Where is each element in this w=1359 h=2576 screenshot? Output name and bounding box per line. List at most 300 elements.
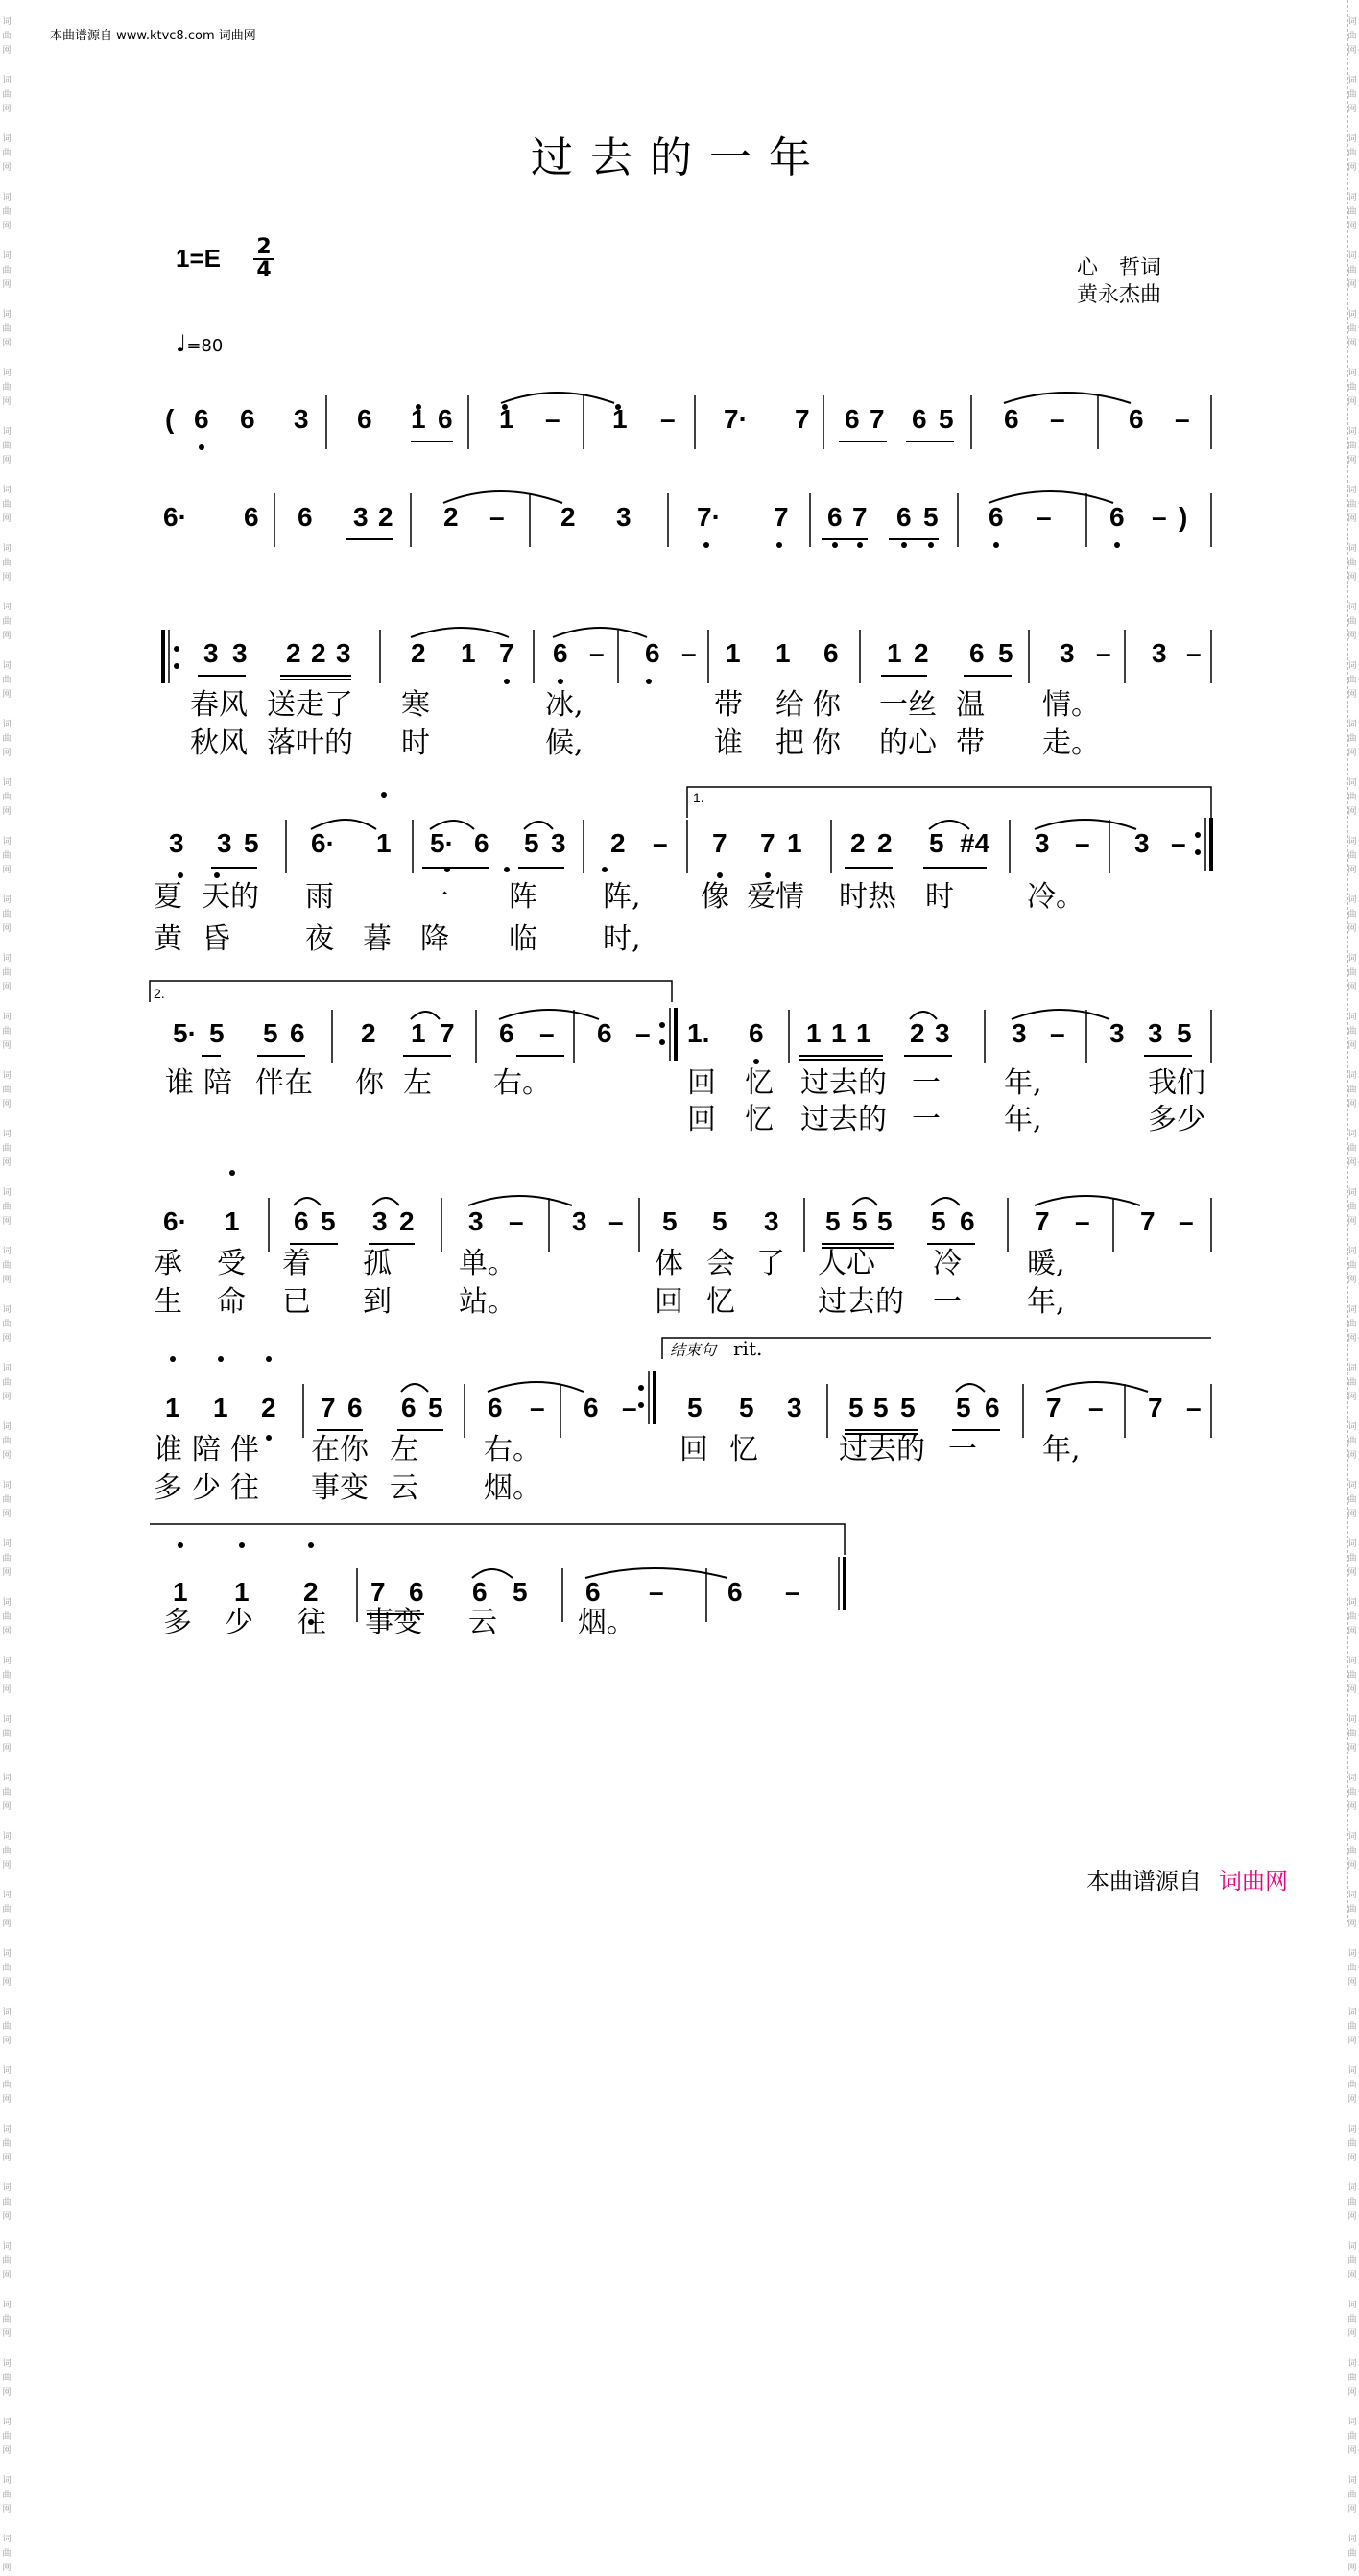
note: 7 (1035, 1206, 1050, 1236)
edge-watermark-text: 词 曲 网 (1347, 1598, 1357, 1636)
lyric-syllable: 昏 (202, 922, 230, 956)
note: 3 (572, 1206, 587, 1236)
lyric-syllable: 带 (956, 727, 985, 760)
note: 6 (347, 1393, 363, 1422)
note: 3 (616, 502, 632, 532)
note: 6 (584, 1393, 599, 1422)
note: 6 (645, 638, 660, 668)
volta-2-label: 2. (154, 986, 165, 1001)
note: 6 (727, 1577, 743, 1607)
note: 7 (370, 1577, 386, 1607)
note: – (1075, 1206, 1090, 1236)
lyric-syllable: 春风 (190, 688, 248, 722)
note: 1 (461, 638, 476, 668)
note: 3 (1109, 1018, 1125, 1048)
note: 6 (749, 1018, 764, 1048)
note: 2 (399, 1206, 415, 1236)
lyric-syllable: 时热 (839, 880, 896, 914)
note: – (1175, 404, 1190, 434)
lyric-syllable: 天的 (202, 880, 259, 914)
edge-watermark-text: 词 曲 网 (2, 134, 12, 173)
note: – (1037, 502, 1052, 532)
edge-watermark-text: 词 曲 网 (1347, 2242, 1357, 2280)
note: 3 (169, 828, 184, 858)
note: 1 (726, 638, 741, 668)
note: – (608, 1206, 624, 1236)
note: – (509, 1206, 524, 1236)
lyric-syllable: 送走了 (267, 688, 353, 722)
edge-watermark-text: 词 曲 网 (2, 2242, 12, 2280)
lyric-syllable: 走。 (1042, 727, 1100, 760)
lyric-syllable: 事变 (311, 1471, 369, 1505)
lyric-syllable: 暮 (363, 922, 392, 956)
lyric-syllable: 我们 (1148, 1066, 1205, 1100)
edge-watermark-text: 词 曲 网 (2, 1364, 12, 1402)
edge-watermark-text: 词 曲 网 (1347, 251, 1357, 290)
note: 1 (831, 1018, 846, 1048)
note: 5 (923, 502, 939, 532)
lyric-syllable: 回 (655, 1285, 683, 1319)
note: – (589, 638, 605, 668)
lyric-syllable: 年, (1042, 1433, 1081, 1467)
note: 1 (887, 638, 902, 668)
note: 5 (209, 1018, 225, 1048)
edge-watermark-text: 词 曲 网 (1347, 954, 1357, 992)
edge-watermark-text: 词 曲 网 (1347, 837, 1357, 875)
edge-watermark-text: 词 曲 网 (1347, 369, 1357, 407)
lyric-syllable: 一 (933, 1285, 962, 1319)
lyric-syllable: 事变 (365, 1606, 422, 1639)
lyric-syllable: 过去的 (839, 1433, 925, 1467)
note: 3 (787, 1393, 802, 1422)
lyric-syllable: 着 (282, 1247, 311, 1280)
lyric-syllable: 暖, (1027, 1247, 1065, 1280)
note: 2 (286, 638, 301, 668)
note: 7 (760, 828, 775, 858)
edge-watermark-text: 词 曲 网 (1347, 134, 1357, 173)
lyric-syllable: 冷 (933, 1247, 962, 1280)
note: – (1075, 828, 1090, 858)
note: 1 (499, 404, 514, 434)
note: 7· (724, 404, 748, 434)
note: 5 (873, 1393, 889, 1422)
edge-watermark-text: 词 曲 网 (1347, 2476, 1357, 2515)
lyric-syllable: 时, (603, 922, 641, 956)
note: 6 (553, 638, 568, 668)
lyric-syllable: 像 (701, 880, 729, 914)
lyric-syllable: 一丝 (879, 688, 937, 722)
note: 6· (311, 828, 335, 858)
edge-watermark-text: 词 曲 网 (1347, 1832, 1357, 1871)
note: 5 (998, 638, 1013, 668)
edge-watermark-text: 词 曲 网 (1347, 1949, 1357, 1988)
lyric-syllable: 夏 (154, 880, 182, 914)
note: 2 (261, 1393, 276, 1422)
edge-watermark-text: 词 曲 网 (1347, 603, 1357, 641)
edge-watermark-text: 词 曲 网 (2, 1832, 12, 1871)
edge-watermark-text: 词 曲 网 (2, 2125, 12, 2163)
note: 1 (376, 828, 392, 858)
edge-watermark-text: 词 曲 网 (2, 2535, 12, 2573)
note: 3 (1148, 1018, 1163, 1048)
edge-watermark-text: 词 曲 网 (1347, 544, 1357, 583)
note: 6 (597, 1018, 612, 1048)
edge-watermark-text: 词 曲 网 (1347, 76, 1357, 114)
note: 3 (232, 638, 248, 668)
note: 3 (372, 1206, 388, 1236)
edge-watermark-text: 词 曲 网 (1347, 720, 1357, 758)
lyric-syllable: 一 (948, 1433, 977, 1467)
lyric-syllable: 年, (1004, 1103, 1042, 1136)
note: 2 (361, 1018, 376, 1048)
lyric-syllable: 忆 (706, 1285, 735, 1319)
edge-watermark-text: 词 曲 网 (1347, 778, 1357, 817)
note: 6 (989, 502, 1004, 532)
note: 5 (956, 1393, 971, 1422)
note: 6· (163, 1206, 187, 1236)
note: 6 (912, 404, 927, 434)
note: 5 (513, 1577, 528, 1607)
lyric-syllable: 情。 (1042, 688, 1100, 722)
note: ( (165, 404, 175, 434)
lyric-syllable: 一 (912, 1066, 941, 1100)
edge-watermark-text: 词 曲 网 (1347, 1247, 1357, 1285)
lyric-syllable: 黄 (154, 922, 182, 956)
lyric-syllable: 已 (282, 1285, 311, 1319)
edge-watermark-text: 词 曲 网 (1347, 193, 1357, 231)
lyric-syllable: 忆 (745, 1066, 774, 1100)
note: 5· (173, 1018, 197, 1048)
note: – (530, 1393, 545, 1422)
note: 7 (440, 1018, 455, 1048)
lyric-syllable: 承 (154, 1247, 182, 1280)
note: – (1186, 638, 1202, 668)
edge-watermark-text: 词 曲 网 (2, 2476, 12, 2515)
edge-watermark-text: 词 曲 网 (1347, 1657, 1357, 1695)
edge-watermark-text: 词 曲 网 (2, 1013, 12, 1051)
edge-watermark-text: 词 曲 网 (2, 1539, 12, 1578)
note: 6 (401, 1393, 417, 1422)
note: 6 (985, 1393, 1000, 1422)
edge-watermark-text: 词 曲 网 (1347, 1364, 1357, 1402)
edge-watermark-text: 词 曲 网 (1347, 661, 1357, 700)
lyric-syllable: 降 (420, 922, 449, 956)
key-signature: 1=E (176, 244, 221, 273)
note: 2 (303, 1577, 319, 1607)
quarter-note-icon: ♩ (176, 330, 187, 357)
note: 3 (1060, 638, 1075, 668)
note: 2 (378, 502, 393, 532)
edge-watermark-text: 词 曲 网 (1347, 1013, 1357, 1051)
lyric-syllable: 多 (163, 1606, 192, 1639)
lyric-syllable: 单。 (459, 1247, 516, 1280)
note: 1 (775, 638, 791, 668)
lyric-syllable: 忆 (745, 1103, 774, 1136)
note: – (489, 502, 505, 532)
edge-watermark-text: 词 曲 网 (2, 1130, 12, 1168)
lyric-syllable: 云 (390, 1471, 418, 1505)
note: 1 (173, 1577, 188, 1607)
lyric-syllable: 时 (925, 880, 954, 914)
note: 6 (960, 1206, 975, 1236)
song-title: 过去的一年 (531, 133, 828, 182)
edge-watermark-text: 词 曲 网 (2, 2301, 12, 2339)
note: 5 (1177, 1018, 1192, 1048)
note: – (660, 404, 676, 434)
note: 5· (430, 828, 454, 858)
lyric-syllable: 一 (912, 1103, 941, 1136)
lyric-syllable: 往 (230, 1471, 259, 1505)
lyric-syllable: 人心 (818, 1247, 875, 1280)
edge-watermark-text: 词 曲 网 (2, 837, 12, 875)
note: 7 (499, 638, 514, 668)
edge-watermark-text: 词 曲 网 (2, 1305, 12, 1344)
note: 2 (877, 828, 893, 858)
note: 7· (697, 502, 721, 532)
edge-watermark-text: 词 曲 网 (2, 661, 12, 700)
note: 6 (499, 1018, 514, 1048)
lyric-syllable: 生 (154, 1285, 182, 1319)
lyric-syllable: 的心 (879, 727, 937, 760)
lyric-syllable: 体 (655, 1247, 683, 1280)
edge-watermark-text: 词 曲 网 (2, 895, 12, 934)
note: ) (1179, 502, 1188, 532)
note: 1. (687, 1018, 710, 1048)
edge-watermark-text: 词 曲 网 (2, 369, 12, 407)
note: 6 (409, 1577, 424, 1607)
edge-watermark-text: 词 曲 网 (2, 1657, 12, 1695)
lyric-syllable: 候, (545, 727, 584, 760)
edge-watermark-text: 词 曲 网 (1347, 2535, 1357, 2573)
note: 6 (290, 1018, 305, 1048)
note: 5 (900, 1393, 916, 1422)
note: 1 (165, 1393, 180, 1422)
note: – (622, 1393, 637, 1422)
edge-watermark-text: 词 曲 网 (1347, 2125, 1357, 2163)
note: 5 (428, 1393, 443, 1422)
note: 1 (234, 1577, 250, 1607)
note: 7 (1140, 1206, 1156, 1236)
edge-watermark-text: 词 曲 网 (2, 2066, 12, 2105)
lyric-syllable: 命 (217, 1285, 246, 1319)
edge-watermark-text: 词 曲 网 (2, 310, 12, 348)
lyric-syllable: 谁 (714, 727, 743, 760)
note: 5 (931, 1206, 946, 1236)
source-header: 本曲谱源自 www.ktvc8.com 词曲网 (50, 29, 256, 43)
note: – (653, 828, 668, 858)
edge-watermark-text: 词 曲 网 (2, 17, 12, 56)
note: 6 (357, 404, 372, 434)
edge-watermark-text: 词 曲 网 (1347, 1715, 1357, 1753)
lyric-syllable: 一 (420, 880, 449, 914)
note: 3 (764, 1206, 779, 1236)
edge-watermark-text: 词 曲 网 (2, 1949, 12, 1988)
edge-watermark-text: 词 曲 网 (1347, 2008, 1357, 2046)
note: 1 (856, 1018, 871, 1048)
note: 1 (213, 1393, 228, 1422)
lyric-syllable: 你 (812, 688, 841, 722)
edge-watermark-text: 词 曲 网 (1347, 427, 1357, 465)
edge-watermark-text: 词 曲 网 (2, 720, 12, 758)
note: 1 (411, 1018, 426, 1048)
note: 5 (244, 828, 259, 858)
note: – (539, 1018, 555, 1048)
note: 2 (443, 502, 459, 532)
note: 3 (1012, 1018, 1027, 1048)
note: 6 (240, 404, 255, 434)
lyric-syllable: 回 (687, 1103, 716, 1136)
lyric-syllable: 左 (403, 1066, 432, 1100)
note: 7 (852, 502, 868, 532)
edge-watermark-text: 词 曲 网 (2, 1715, 12, 1753)
rit-label: rit. (733, 1337, 763, 1360)
note: 7 (1046, 1393, 1061, 1422)
note: 2 (910, 1018, 925, 1048)
edge-watermark-text: 词 曲 网 (1347, 1422, 1357, 1461)
ending-label: 结束句 (670, 1343, 717, 1359)
footer-site-link[interactable]: 词曲网 (1219, 1868, 1288, 1895)
note: 6 (194, 404, 209, 434)
lyric-syllable: 冰, (545, 688, 584, 722)
lyric-syllable: 伴在 (255, 1066, 313, 1100)
lyric-syllable: 回 (687, 1066, 716, 1100)
lyric-syllable: 过去的 (800, 1066, 887, 1100)
note: 2 (560, 502, 576, 532)
lyric-syllable: 陪 (203, 1066, 232, 1100)
lyric-syllable: 了 (756, 1247, 785, 1280)
lyric-syllable: 忆 (729, 1433, 758, 1467)
time-signature-top: 2 (256, 235, 272, 259)
edge-watermark-text: 词 曲 网 (1347, 17, 1357, 56)
edge-watermark-text: 词 曲 网 (2, 603, 12, 641)
footer-label: 本曲谱源自 (1086, 1868, 1202, 1895)
note: 3 (1134, 828, 1150, 858)
note: 5 (825, 1206, 841, 1236)
edge-watermark-text: 词 曲 网 (1347, 1539, 1357, 1578)
edge-watermark-text: 词 曲 网 (2, 2359, 12, 2397)
edge-watermark-text: 词 曲 网 (1347, 1481, 1357, 1519)
tempo-value: =80 (186, 336, 224, 356)
note: 5 (687, 1393, 703, 1422)
note: 2 (411, 638, 426, 668)
time-signature-bottom: 4 (256, 258, 272, 282)
edge-watermark-text: 词 曲 网 (2, 427, 12, 465)
edge-watermark-text: 词 曲 网 (2, 1891, 12, 1929)
note: 7 (1148, 1393, 1163, 1422)
lyric-syllable: 你 (355, 1066, 384, 1100)
edge-watermark-text: 词 曲 网 (1347, 310, 1357, 348)
note: – (1152, 502, 1167, 532)
note: 6· (163, 502, 187, 532)
note: 3 (294, 404, 309, 434)
lyric-syllable: 多 (154, 1471, 182, 1505)
note: – (785, 1577, 800, 1607)
note: 5 (929, 828, 944, 858)
edge-watermark-text: 词 曲 网 (1347, 2418, 1357, 2456)
footer-source (1086, 1862, 1288, 1896)
edge-watermark-text: 词 曲 网 (1347, 2066, 1357, 2105)
lyric-syllable: 临 (509, 922, 537, 956)
note: – (1050, 1018, 1065, 1048)
lyric-syllable: 温 (956, 688, 985, 722)
note: 3 (1035, 828, 1050, 858)
edge-watermark-text: 词 曲 网 (2, 1422, 12, 1461)
edge-watermark-text: 词 曲 网 (2, 1188, 12, 1227)
lyric-syllable: 冷。 (1027, 880, 1085, 914)
lyric-syllable: 爱情 (747, 880, 804, 914)
note: 3 (353, 502, 369, 532)
lyric-syllable: 谁 (154, 1433, 182, 1467)
note: 7 (774, 502, 789, 532)
edge-watermark-text: 词 曲 网 (1347, 1130, 1357, 1168)
ties (294, 393, 1148, 1578)
edge-watermark-text: 词 曲 网 (1347, 2301, 1357, 2339)
edge-watermark-text: 词 曲 网 (2, 954, 12, 992)
note: 1 (411, 404, 426, 434)
edge-watermark-text: 词 曲 网 (2, 2183, 12, 2222)
edge-watermark-text: 词 曲 网 (2, 2418, 12, 2456)
lyric-syllable: 把 (775, 727, 804, 760)
note: – (1171, 828, 1186, 858)
note: 5 (852, 1206, 868, 1236)
lyric-syllable: 夜 (305, 922, 334, 956)
lyric-syllable: 过去的 (818, 1285, 904, 1319)
edge-watermark-text: 词 曲 网 (2, 1071, 12, 1109)
note: 6 (969, 638, 985, 668)
lyric-syllable: 往 (298, 1606, 326, 1639)
note: 3 (336, 638, 351, 668)
note: 3 (1152, 638, 1167, 668)
lyric-syllable: 受 (217, 1247, 246, 1280)
lyric-syllable: 过去的 (800, 1103, 887, 1136)
edge-watermark-text: 词 曲 网 (2, 251, 12, 290)
edge-watermark-text: 词 曲 网 (2, 1247, 12, 1285)
note: – (1186, 1393, 1202, 1422)
edge-watermark-text: 词 曲 网 (2, 193, 12, 231)
note: 6 (896, 502, 912, 532)
note: – (1179, 1206, 1194, 1236)
note: 3 (551, 828, 566, 858)
note: – (1088, 1393, 1104, 1422)
note: 6 (823, 638, 839, 668)
edge-watermark-text: 词 曲 网 (2, 778, 12, 817)
lyric-syllable: 右。 (484, 1433, 541, 1467)
lyric-syllable: 少 (192, 1471, 221, 1505)
lyricist-credit: 心 哲词 (1077, 256, 1162, 280)
note: 2 (914, 638, 929, 668)
note: – (635, 1018, 651, 1048)
edge-watermark-text: 词 曲 网 (1347, 486, 1357, 524)
lyric-syllable: 到 (363, 1285, 392, 1319)
lyric-syllable: 秋风 (190, 727, 248, 760)
note: 5 (739, 1393, 754, 1422)
lyric-syllable: 给 (775, 688, 804, 722)
note: 7 (795, 404, 810, 434)
lyric-syllable: 多少 (1148, 1103, 1205, 1136)
note: 1 (225, 1206, 240, 1236)
edge-watermark-text: 词 曲 网 (2, 1774, 12, 1812)
note: – (545, 404, 560, 434)
lyric-syllable: 回 (680, 1433, 708, 1467)
lyric-syllable: 年, (1004, 1066, 1042, 1100)
note: 5 (712, 1206, 727, 1236)
lyric-syllable: 烟。 (578, 1606, 635, 1639)
note: 6 (294, 1206, 309, 1236)
lyric-syllable: 陪 (192, 1433, 221, 1467)
edge-watermark-text: 词 曲 网 (2, 544, 12, 583)
note: 1 (806, 1018, 822, 1048)
note: 2 (850, 828, 866, 858)
